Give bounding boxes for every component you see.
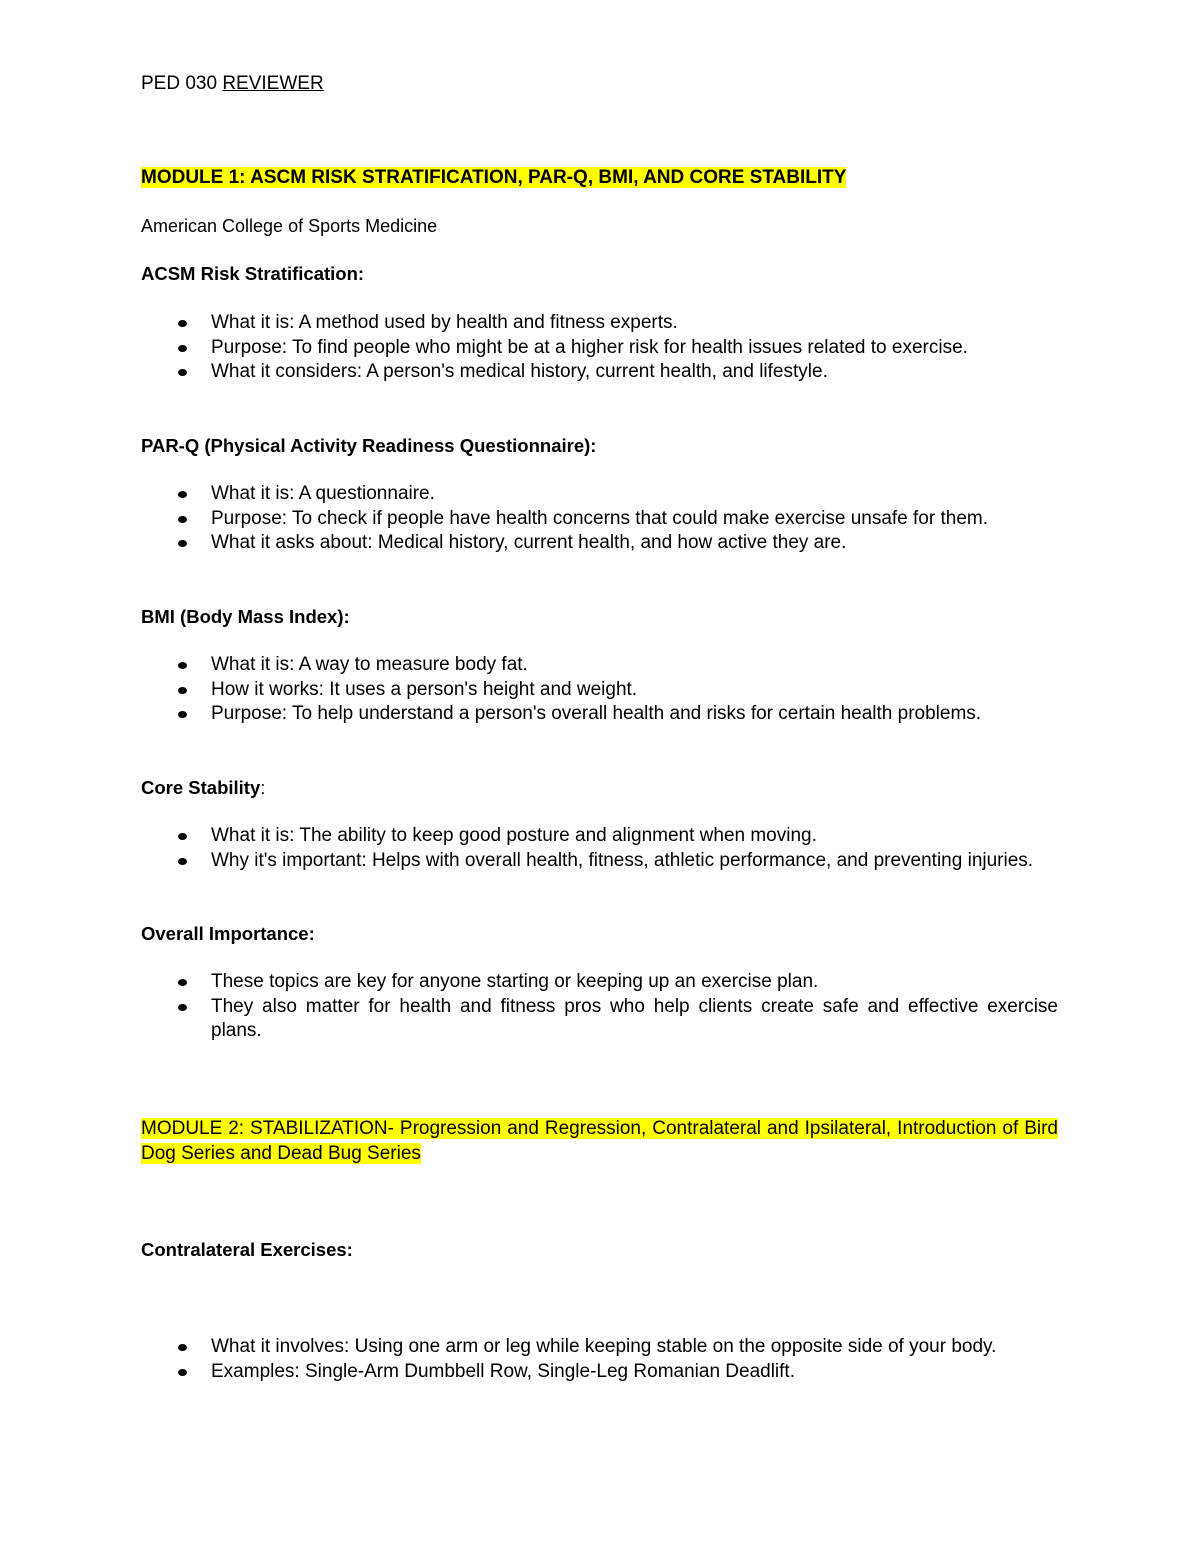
list-item-text: Purpose: To help understand a person's overall health and risks for certain health problems.	[211, 703, 982, 724]
section-heading-overall-importance: Overall Importance:	[141, 923, 315, 944]
bmi-bullet-list	[141, 653, 1058, 727]
bullet-dot-icon	[178, 833, 187, 840]
list-item	[141, 360, 1058, 385]
core-stability-heading-text: Core Stability	[141, 777, 261, 798]
list-item-text: How it works: It uses a person's height and weight.	[211, 678, 638, 700]
list-item	[141, 824, 1058, 849]
bullet-dot-icon	[178, 662, 187, 669]
bullet-dot-icon	[178, 1344, 187, 1351]
list-item-text: Why it's important: Helps with overall health, fitness, athletic performance, and preventing injuries.	[211, 849, 1034, 871]
list-item-text: They also matter for health and fitness pros who help clients create safe and effective exercise plans.	[211, 995, 1058, 1041]
list-item	[141, 1360, 1058, 1385]
list-item-text: What it involves: Using one arm or leg while keeping stable on the opposite side of your body.	[211, 1336, 997, 1357]
bullet-dot-icon	[178, 491, 187, 498]
list-item	[141, 678, 1058, 703]
document-title-underlined: REVIEWER	[222, 73, 324, 94]
module-2-heading-text: MODULE 2: STABILIZATION- Progression and Regression, Contralateral and Ipsilateral, Introduction of Bird Dog Series and Dead Bug Series	[141, 1118, 1058, 1164]
list-item	[141, 531, 1058, 556]
list-item	[141, 653, 1058, 678]
section-heading-contralateral: Contralateral Exercises:	[141, 1239, 353, 1260]
section-heading-par-q: PAR-Q (Physical Activity Readiness Questionnaire):	[141, 435, 597, 456]
bullet-dot-icon	[178, 858, 187, 865]
list-item-text: What it asks about: Medical history, current health, and how active they are.	[211, 532, 847, 553]
list-item-text: What it is: The ability to keep good posture and alignment when moving.	[211, 825, 817, 846]
module-1-subtitle: American College of Sports Medicine	[141, 216, 438, 236]
contralateral-bullet-list	[141, 1335, 1058, 1384]
core-stability-heading-colon: :	[260, 777, 266, 798]
list-item-text: Purpose: To find people who might be at a higher risk for health issues related to exercise.	[211, 336, 968, 358]
par-q-bullet-list	[141, 482, 1058, 556]
acsm-risk-bullet-list	[141, 311, 1058, 385]
bullet-dot-icon	[178, 979, 187, 986]
bullet-dot-icon	[178, 345, 187, 352]
bullet-dot-icon	[178, 369, 187, 376]
bullet-dot-icon	[178, 540, 187, 547]
list-item-text: Examples: Single-Arm Dumbbell Row, Single-Leg Romanian Deadlift.	[211, 1360, 795, 1382]
bullet-dot-icon	[178, 320, 187, 327]
list-item-text: These topics are key for anyone starting or keeping up an exercise plan.	[211, 971, 819, 992]
list-item	[141, 849, 1058, 874]
module-2-heading	[141, 1116, 1058, 1166]
list-item	[141, 702, 1058, 727]
list-item	[141, 507, 1058, 532]
module-1-heading	[141, 166, 1058, 191]
document-title	[141, 72, 324, 96]
list-item	[141, 336, 1058, 361]
list-item	[141, 482, 1058, 507]
document-title-prefix: PED 030	[141, 73, 218, 94]
list-item-text: What it is: A method used by health and fitness experts.	[211, 312, 678, 333]
bullet-dot-icon	[178, 1369, 187, 1376]
bullet-dot-icon	[178, 711, 187, 718]
section-heading-acsm-risk: ACSM Risk Stratification:	[141, 263, 365, 284]
module-1-heading-text: MODULE 1: ASCM RISK STRATIFICATION, PAR-Q, BMI, AND CORE STABILITY	[141, 167, 847, 188]
list-item-text: What it is: A questionnaire.	[211, 483, 435, 504]
list-item	[141, 1335, 1058, 1360]
list-item	[141, 995, 1058, 1044]
section-heading-bmi: BMI (Body Mass Index):	[141, 606, 350, 627]
bullet-dot-icon	[178, 516, 187, 523]
list-item-text: What it is: A way to measure body fat.	[211, 654, 528, 675]
core-stability-bullet-list	[141, 824, 1058, 873]
list-item	[141, 970, 1058, 995]
list-item-text: Purpose: To check if people have health concerns that could make exercise unsafe for them.	[211, 507, 988, 529]
section-heading-core-stability	[141, 776, 1058, 801]
bullet-dot-icon	[178, 1004, 187, 1011]
list-item-text: What it considers: A person's medical history, current health, and lifestyle.	[211, 361, 828, 382]
bullet-dot-icon	[178, 687, 187, 694]
list-item	[141, 311, 1058, 336]
overall-importance-bullet-list	[141, 970, 1058, 1044]
